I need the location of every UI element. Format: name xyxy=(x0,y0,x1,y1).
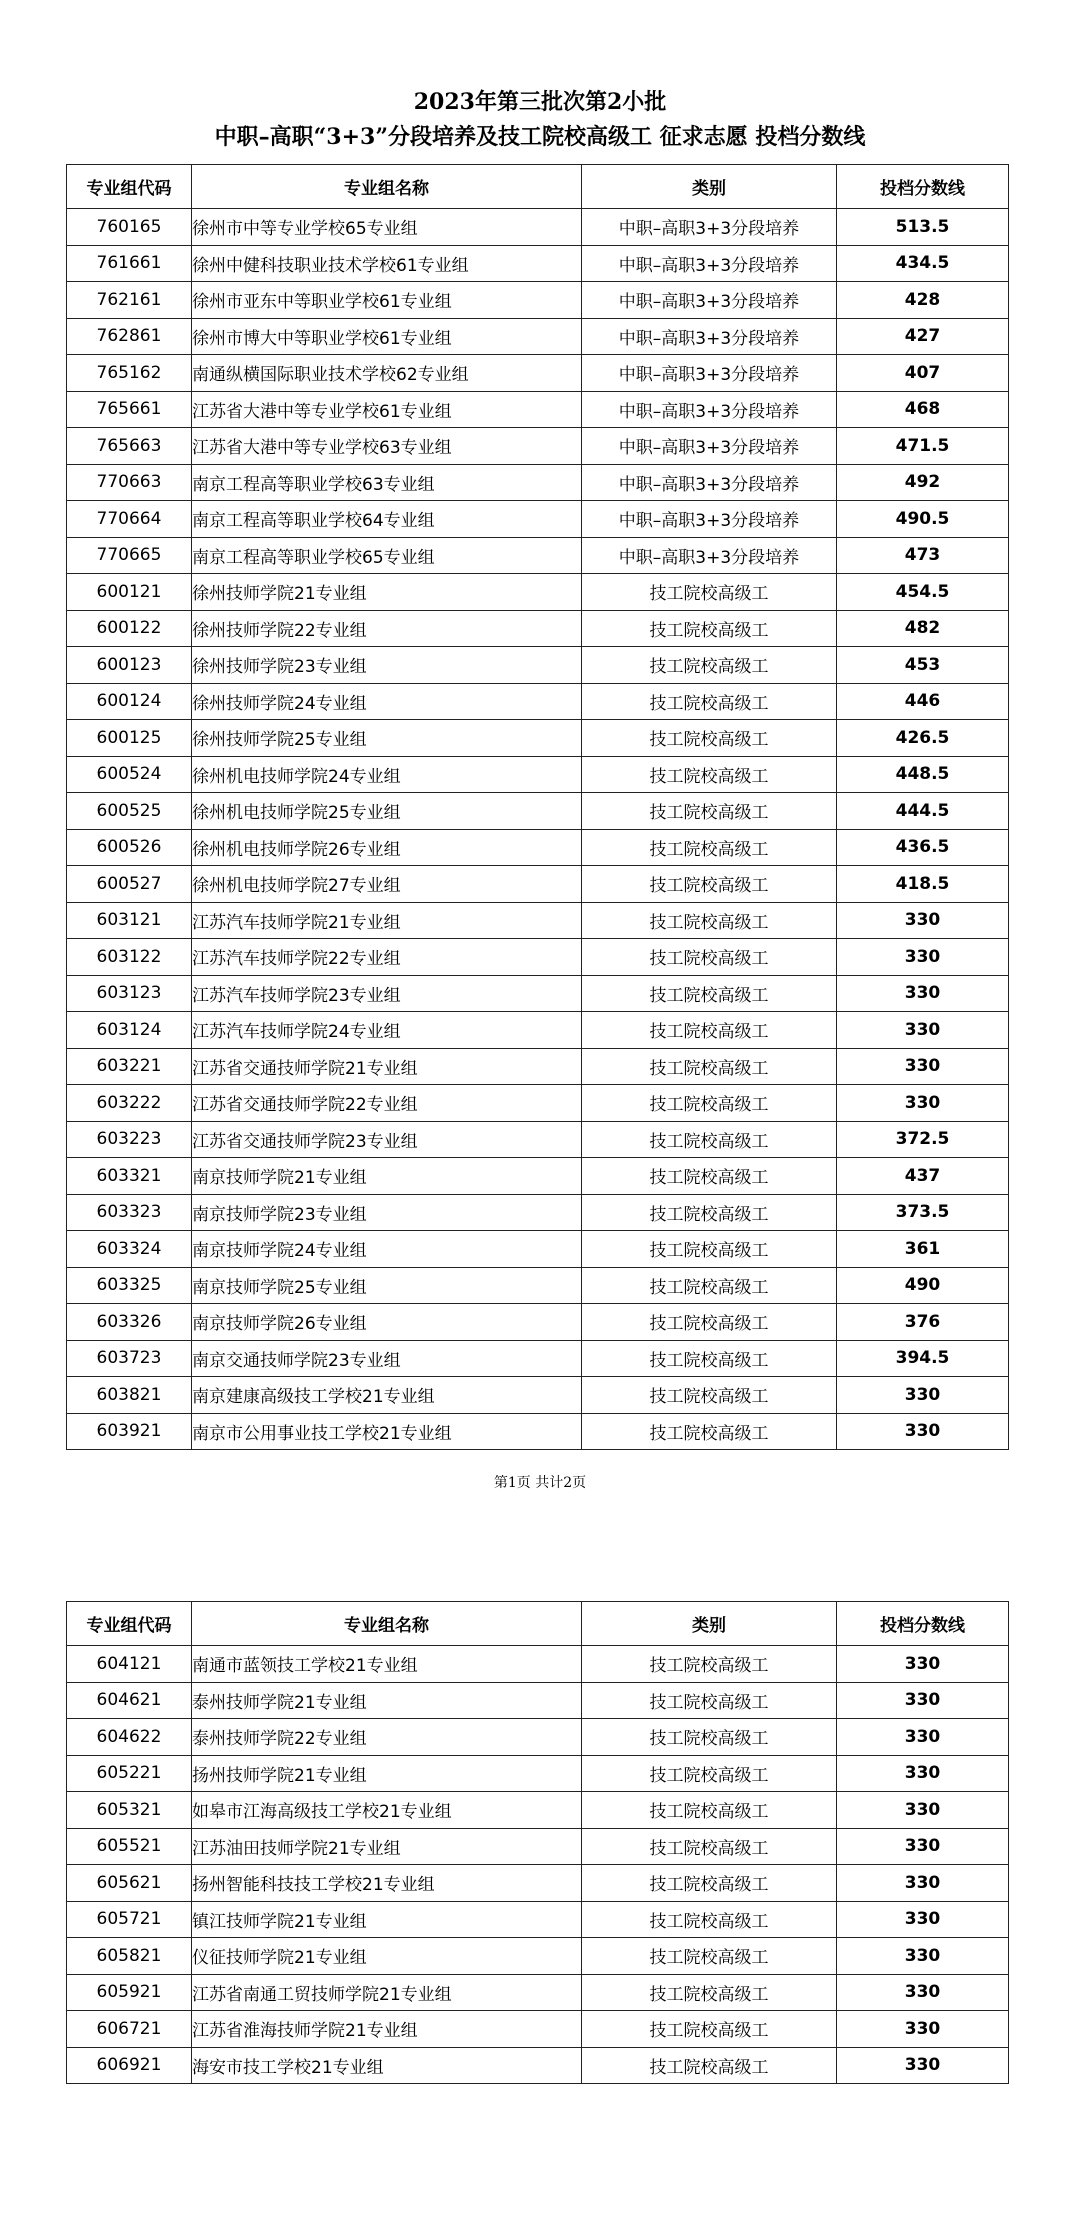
cell-score: 330 xyxy=(837,1085,1009,1122)
header-code: 专业组代码 xyxy=(67,1602,192,1646)
score-table-page-1 xyxy=(66,164,1009,1450)
table-row xyxy=(67,610,1009,647)
table-body-page-2 xyxy=(67,1646,1009,2084)
cell-code: 770663 xyxy=(67,464,192,501)
cell-score: 454.5 xyxy=(837,574,1009,611)
cell-name: 徐州机电技师学院25专业组 xyxy=(192,793,582,830)
cell-code: 765162 xyxy=(67,355,192,392)
table-row xyxy=(67,1828,1009,1865)
table-row xyxy=(67,720,1009,757)
table-row xyxy=(67,318,1009,355)
cell-name: 南京工程高等职业学校63专业组 xyxy=(192,464,582,501)
table-row xyxy=(67,829,1009,866)
cell-name: 南京交通技师学院23专业组 xyxy=(192,1340,582,1377)
cell-code: 600527 xyxy=(67,866,192,903)
table-row xyxy=(67,1974,1009,2011)
cell-type: 技工院校高级工 xyxy=(582,1267,837,1304)
cell-score: 330 xyxy=(837,2011,1009,2048)
cell-name: 南京工程高等职业学校65专业组 xyxy=(192,537,582,574)
header-type: 类别 xyxy=(582,1602,837,1646)
cell-name: 徐州技师学院21专业组 xyxy=(192,574,582,611)
cell-type: 技工院校高级工 xyxy=(582,683,837,720)
cell-code: 600125 xyxy=(67,720,192,757)
table-row xyxy=(67,1682,1009,1719)
cell-code: 603122 xyxy=(67,939,192,976)
cell-name: 江苏汽车技师学院24专业组 xyxy=(192,1012,582,1049)
table-row xyxy=(67,756,1009,793)
cell-code: 600122 xyxy=(67,610,192,647)
cell-name: 江苏汽车技师学院23专业组 xyxy=(192,975,582,1012)
cell-type: 中职–高职3+3分段培养 xyxy=(582,245,837,282)
cell-name: 南京建康高级技工学校21专业组 xyxy=(192,1377,582,1414)
cell-score: 361 xyxy=(837,1231,1009,1268)
cell-score: 436.5 xyxy=(837,829,1009,866)
cell-type: 技工院校高级工 xyxy=(582,793,837,830)
header-type: 类别 xyxy=(582,165,837,209)
cell-name: 徐州机电技师学院24专业组 xyxy=(192,756,582,793)
cell-score: 330 xyxy=(837,1413,1009,1450)
table-row xyxy=(67,1158,1009,1195)
cell-score: 490 xyxy=(837,1267,1009,1304)
cell-code: 603124 xyxy=(67,1012,192,1049)
cell-type: 技工院校高级工 xyxy=(582,1158,837,1195)
cell-type: 中职–高职3+3分段培养 xyxy=(582,355,837,392)
cell-type: 中职–高职3+3分段培养 xyxy=(582,318,837,355)
header-code: 专业组代码 xyxy=(67,165,192,209)
cell-name: 南京技师学院24专业组 xyxy=(192,1231,582,1268)
table-row xyxy=(67,902,1009,939)
cell-type: 技工院校高级工 xyxy=(582,1828,837,1865)
cell-code: 600124 xyxy=(67,683,192,720)
cell-code: 603324 xyxy=(67,1231,192,1268)
cell-name: 南京工程高等职业学校64专业组 xyxy=(192,501,582,538)
table-row xyxy=(67,683,1009,720)
cell-code: 603921 xyxy=(67,1413,192,1450)
table-row xyxy=(67,1646,1009,1683)
cell-code: 762861 xyxy=(67,318,192,355)
cell-type: 技工院校高级工 xyxy=(582,902,837,939)
cell-type: 技工院校高级工 xyxy=(582,2011,837,2048)
page-footer: 第1页 共计2页 xyxy=(493,1475,587,1491)
table-row xyxy=(67,2011,1009,2048)
cell-type: 技工院校高级工 xyxy=(582,1085,837,1122)
cell-name: 江苏省淮海技师学院21专业组 xyxy=(192,2011,582,2048)
cell-name: 泰州技师学院21专业组 xyxy=(192,1682,582,1719)
cell-code: 603123 xyxy=(67,975,192,1012)
cell-code: 760165 xyxy=(67,209,192,246)
cell-code: 603222 xyxy=(67,1085,192,1122)
cell-name: 江苏汽车技师学院22专业组 xyxy=(192,939,582,976)
cell-name: 南京技师学院25专业组 xyxy=(192,1267,582,1304)
cell-score: 407 xyxy=(837,355,1009,392)
cell-name: 徐州中健科技职业技术学校61专业组 xyxy=(192,245,582,282)
cell-name: 江苏省交通技师学院22专业组 xyxy=(192,1085,582,1122)
header-name: 专业组名称 xyxy=(192,1602,582,1646)
cell-name: 如皋市江海高级技工学校21专业组 xyxy=(192,1792,582,1829)
cell-type: 中职–高职3+3分段培养 xyxy=(582,282,837,319)
cell-name: 扬州智能科技技工学校21专业组 xyxy=(192,1865,582,1902)
cell-name: 徐州机电技师学院27专业组 xyxy=(192,866,582,903)
cell-name: 徐州技师学院24专业组 xyxy=(192,683,582,720)
cell-type: 技工院校高级工 xyxy=(582,720,837,757)
cell-score: 513.5 xyxy=(837,209,1009,246)
cell-type: 技工院校高级工 xyxy=(582,1413,837,1450)
table-body-page-1 xyxy=(67,209,1009,1450)
cell-code: 604621 xyxy=(67,1682,192,1719)
cell-code: 600525 xyxy=(67,793,192,830)
cell-name: 徐州技师学院23专业组 xyxy=(192,647,582,684)
cell-name: 泰州技师学院22专业组 xyxy=(192,1719,582,1756)
table-row xyxy=(67,1304,1009,1341)
table-row xyxy=(67,391,1009,428)
cell-score: 330 xyxy=(837,1377,1009,1414)
header-score: 投档分数线 xyxy=(837,165,1009,209)
cell-score: 482 xyxy=(837,610,1009,647)
cell-type: 技工院校高级工 xyxy=(582,1974,837,2011)
cell-code: 762161 xyxy=(67,282,192,319)
cell-score: 330 xyxy=(837,1792,1009,1829)
table-row xyxy=(67,1340,1009,1377)
cell-code: 603325 xyxy=(67,1267,192,1304)
cell-score: 427 xyxy=(837,318,1009,355)
table-row xyxy=(67,1121,1009,1158)
cell-score: 330 xyxy=(837,1719,1009,1756)
cell-type: 中职–高职3+3分段培养 xyxy=(582,537,837,574)
cell-code: 761661 xyxy=(67,245,192,282)
cell-code: 603221 xyxy=(67,1048,192,1085)
cell-name: 江苏省交通技师学院23专业组 xyxy=(192,1121,582,1158)
cell-code: 765661 xyxy=(67,391,192,428)
cell-name: 江苏油田技师学院21专业组 xyxy=(192,1828,582,1865)
cell-type: 技工院校高级工 xyxy=(582,756,837,793)
cell-name: 江苏省南通工贸技师学院21专业组 xyxy=(192,1974,582,2011)
cell-code: 770664 xyxy=(67,501,192,538)
cell-score: 448.5 xyxy=(837,756,1009,793)
table-row xyxy=(67,501,1009,538)
cell-code: 603723 xyxy=(67,1340,192,1377)
cell-score: 434.5 xyxy=(837,245,1009,282)
cell-score: 330 xyxy=(837,1012,1009,1049)
table-row xyxy=(67,866,1009,903)
cell-code: 603821 xyxy=(67,1377,192,1414)
table-row xyxy=(67,245,1009,282)
cell-type: 技工院校高级工 xyxy=(582,2047,837,2084)
cell-type: 技工院校高级工 xyxy=(582,647,837,684)
cell-name: 徐州市亚东中等职业学校61专业组 xyxy=(192,282,582,319)
table-row xyxy=(67,939,1009,976)
cell-code: 600526 xyxy=(67,829,192,866)
cell-name: 江苏汽车技师学院21专业组 xyxy=(192,902,582,939)
cell-score: 426.5 xyxy=(837,720,1009,757)
cell-name: 徐州市中等专业学校65专业组 xyxy=(192,209,582,246)
table-row xyxy=(67,1865,1009,1902)
cell-score: 437 xyxy=(837,1158,1009,1195)
cell-type: 技工院校高级工 xyxy=(582,866,837,903)
cell-type: 中职–高职3+3分段培养 xyxy=(582,428,837,465)
table-row xyxy=(67,647,1009,684)
cell-name: 扬州技师学院21专业组 xyxy=(192,1755,582,1792)
table-row xyxy=(67,975,1009,1012)
cell-score: 428 xyxy=(837,282,1009,319)
cell-code: 605321 xyxy=(67,1792,192,1829)
cell-name: 南京市公用事业技工学校21专业组 xyxy=(192,1413,582,1450)
cell-score: 492 xyxy=(837,464,1009,501)
cell-name: 徐州机电技师学院26专业组 xyxy=(192,829,582,866)
document-title xyxy=(0,86,1080,154)
cell-name: 南通纵横国际职业技术学校62专业组 xyxy=(192,355,582,392)
cell-name: 江苏省交通技师学院21专业组 xyxy=(192,1048,582,1085)
cell-score: 471.5 xyxy=(837,428,1009,465)
cell-name: 江苏省大港中等专业学校61专业组 xyxy=(192,391,582,428)
cell-name: 徐州技师学院25专业组 xyxy=(192,720,582,757)
cell-type: 技工院校高级工 xyxy=(582,1012,837,1049)
cell-score: 330 xyxy=(837,1048,1009,1085)
cell-code: 606921 xyxy=(67,2047,192,2084)
table-row xyxy=(67,428,1009,465)
cell-type: 技工院校高级工 xyxy=(582,1865,837,1902)
cell-name: 镇江技师学院21专业组 xyxy=(192,1901,582,1938)
table-row xyxy=(67,1792,1009,1829)
cell-score: 330 xyxy=(837,1865,1009,1902)
cell-score: 330 xyxy=(837,1974,1009,2011)
cell-code: 603326 xyxy=(67,1304,192,1341)
cell-code: 603121 xyxy=(67,902,192,939)
cell-type: 技工院校高级工 xyxy=(582,1377,837,1414)
cell-score: 330 xyxy=(837,1938,1009,1975)
cell-name: 仪征技师学院21专业组 xyxy=(192,1938,582,1975)
cell-code: 605721 xyxy=(67,1901,192,1938)
cell-code: 605621 xyxy=(67,1865,192,1902)
cell-score: 330 xyxy=(837,1682,1009,1719)
cell-code: 605221 xyxy=(67,1755,192,1792)
cell-score: 453 xyxy=(837,647,1009,684)
cell-score: 468 xyxy=(837,391,1009,428)
cell-code: 603223 xyxy=(67,1121,192,1158)
cell-code: 600123 xyxy=(67,647,192,684)
cell-score: 330 xyxy=(837,975,1009,1012)
table-row xyxy=(67,2047,1009,2084)
cell-type: 技工院校高级工 xyxy=(582,1755,837,1792)
cell-score: 330 xyxy=(837,1646,1009,1683)
table-row xyxy=(67,1377,1009,1414)
cell-name: 徐州市博大中等职业学校61专业组 xyxy=(192,318,582,355)
table-row xyxy=(67,464,1009,501)
score-table-page-2 xyxy=(66,1601,1009,2084)
cell-type: 技工院校高级工 xyxy=(582,975,837,1012)
cell-type: 技工院校高级工 xyxy=(582,1938,837,1975)
cell-name: 南通市蓝领技工学校21专业组 xyxy=(192,1646,582,1683)
table-header-row xyxy=(67,165,1009,209)
title-line-2: 中职–高职“3+3”分段培养及技工院校高级工 征求志愿 投档分数线 xyxy=(214,124,866,150)
cell-code: 605921 xyxy=(67,1974,192,2011)
cell-score: 490.5 xyxy=(837,501,1009,538)
cell-type: 技工院校高级工 xyxy=(582,1048,837,1085)
cell-code: 603323 xyxy=(67,1194,192,1231)
cell-type: 技工院校高级工 xyxy=(582,1719,837,1756)
cell-type: 技工院校高级工 xyxy=(582,1121,837,1158)
cell-name: 南京技师学院23专业组 xyxy=(192,1194,582,1231)
cell-type: 技工院校高级工 xyxy=(582,1901,837,1938)
table-row xyxy=(67,1267,1009,1304)
table-row xyxy=(67,1413,1009,1450)
cell-type: 中职–高职3+3分段培养 xyxy=(582,209,837,246)
cell-type: 技工院校高级工 xyxy=(582,939,837,976)
cell-score: 330 xyxy=(837,1901,1009,1938)
cell-name: 海安市技工学校21专业组 xyxy=(192,2047,582,2084)
cell-name: 南京技师学院26专业组 xyxy=(192,1304,582,1341)
cell-score: 330 xyxy=(837,1828,1009,1865)
cell-score: 330 xyxy=(837,939,1009,976)
cell-score: 330 xyxy=(837,1755,1009,1792)
cell-name: 江苏省大港中等专业学校63专业组 xyxy=(192,428,582,465)
cell-type: 中职–高职3+3分段培养 xyxy=(582,464,837,501)
cell-code: 603321 xyxy=(67,1158,192,1195)
cell-score: 473 xyxy=(837,537,1009,574)
cell-code: 605521 xyxy=(67,1828,192,1865)
cell-code: 765663 xyxy=(67,428,192,465)
cell-score: 446 xyxy=(837,683,1009,720)
table-row xyxy=(67,1755,1009,1792)
cell-type: 技工院校高级工 xyxy=(582,574,837,611)
table-row xyxy=(67,282,1009,319)
table-row xyxy=(67,209,1009,246)
table-row xyxy=(67,1938,1009,1975)
table-row xyxy=(67,1901,1009,1938)
cell-type: 技工院校高级工 xyxy=(582,829,837,866)
table-row xyxy=(67,1085,1009,1122)
cell-type: 技工院校高级工 xyxy=(582,1304,837,1341)
header-name: 专业组名称 xyxy=(192,165,582,209)
cell-score: 394.5 xyxy=(837,1340,1009,1377)
cell-score: 330 xyxy=(837,902,1009,939)
cell-code: 606721 xyxy=(67,2011,192,2048)
cell-score: 330 xyxy=(837,2047,1009,2084)
cell-code: 604622 xyxy=(67,1719,192,1756)
table-row xyxy=(67,793,1009,830)
cell-code: 600524 xyxy=(67,756,192,793)
table-row xyxy=(67,1048,1009,1085)
cell-code: 604121 xyxy=(67,1646,192,1683)
table-row xyxy=(67,1231,1009,1268)
cell-type: 中职–高职3+3分段培养 xyxy=(582,501,837,538)
table-row xyxy=(67,1194,1009,1231)
cell-type: 技工院校高级工 xyxy=(582,1792,837,1829)
cell-type: 技工院校高级工 xyxy=(582,1340,837,1377)
title-line-1: 2023年第三批次第2小批 xyxy=(413,89,667,115)
cell-type: 技工院校高级工 xyxy=(582,1231,837,1268)
cell-score: 376 xyxy=(837,1304,1009,1341)
table-row xyxy=(67,1719,1009,1756)
cell-name: 徐州技师学院22专业组 xyxy=(192,610,582,647)
cell-type: 技工院校高级工 xyxy=(582,1194,837,1231)
table-row xyxy=(67,355,1009,392)
table-row xyxy=(67,574,1009,611)
cell-code: 600121 xyxy=(67,574,192,611)
cell-name: 南京技师学院21专业组 xyxy=(192,1158,582,1195)
cell-code: 770665 xyxy=(67,537,192,574)
cell-score: 418.5 xyxy=(837,866,1009,903)
table-row xyxy=(67,537,1009,574)
cell-type: 中职–高职3+3分段培养 xyxy=(582,391,837,428)
cell-type: 技工院校高级工 xyxy=(582,1682,837,1719)
table-row xyxy=(67,1012,1009,1049)
cell-type: 技工院校高级工 xyxy=(582,1646,837,1683)
cell-score: 372.5 xyxy=(837,1121,1009,1158)
header-score: 投档分数线 xyxy=(837,1602,1009,1646)
cell-score: 373.5 xyxy=(837,1194,1009,1231)
cell-type: 技工院校高级工 xyxy=(582,610,837,647)
cell-score: 444.5 xyxy=(837,793,1009,830)
table-header-row xyxy=(67,1602,1009,1646)
cell-code: 605821 xyxy=(67,1938,192,1975)
